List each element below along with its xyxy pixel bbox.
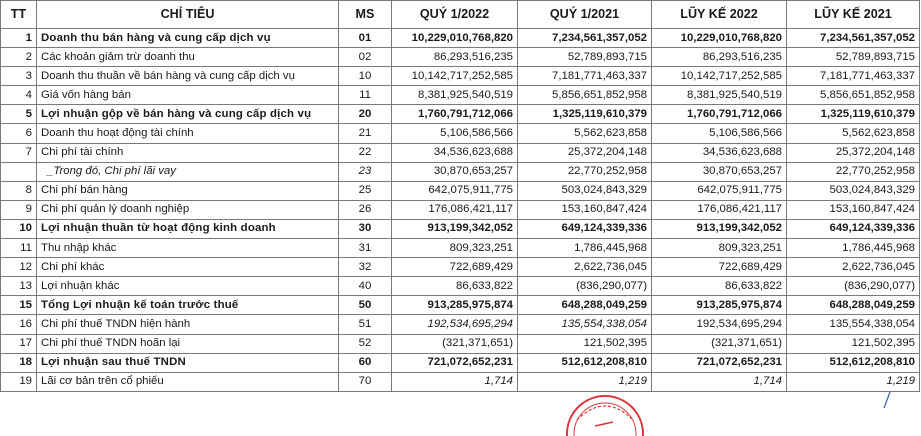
row-name: Thu nhập khác <box>37 239 339 258</box>
row-tt: 18 <box>1 353 37 372</box>
row-name: Chi phí bán hàng <box>37 181 339 200</box>
row-q1-2022: 1,714 <box>392 372 518 391</box>
row-lk-2022: 809,323,251 <box>652 239 787 258</box>
row-lk-2022: 642,075,911,775 <box>652 181 787 200</box>
row-q1-2021: 5,562,623,858 <box>518 124 652 143</box>
table-row <box>1 239 920 258</box>
row-name: Doanh thu thuần về bán hàng và cung cấp dịch vụ <box>37 67 339 86</box>
row-q1-2021: 512,612,208,810 <box>518 353 652 372</box>
row-q1-2021: 5,856,651,852,958 <box>518 86 652 105</box>
table-row <box>1 372 920 391</box>
row-tt: 16 <box>1 315 37 334</box>
table-row <box>1 296 920 315</box>
row-lk-2021: 52,789,893,715 <box>787 48 920 67</box>
row-tt: 6 <box>1 124 37 143</box>
row-q1-2022: 10,142,717,252,585 <box>392 67 518 86</box>
header-tt: TT <box>1 1 37 29</box>
table-row <box>1 353 920 372</box>
table-row <box>1 258 920 277</box>
row-ms: 21 <box>339 124 392 143</box>
row-ms: 02 <box>339 48 392 67</box>
row-ms: 10 <box>339 67 392 86</box>
row-q1-2022: (321,371,651) <box>392 334 518 353</box>
row-name: Các khoản giảm trừ doanh thu <box>37 48 339 67</box>
row-name: Chi phí khác <box>37 258 339 277</box>
row-name: Tổng Lợi nhuận kế toán trước thuế <box>37 296 339 315</box>
row-q1-2022: 86,293,516,235 <box>392 48 518 67</box>
row-lk-2022: 86,293,516,235 <box>652 48 787 67</box>
table-row <box>1 29 920 48</box>
row-lk-2021: 2,622,736,045 <box>787 258 920 277</box>
row-q1-2022: 192,534,695,294 <box>392 315 518 334</box>
row-tt: 13 <box>1 277 37 296</box>
row-lk-2021: 648,288,049,259 <box>787 296 920 315</box>
row-lk-2022: 10,142,717,252,585 <box>652 67 787 86</box>
row-name: Lợi nhuận thuần từ hoạt động kinh doanh <box>37 219 339 238</box>
table-row <box>1 124 920 143</box>
row-lk-2022: 192,534,695,294 <box>652 315 787 334</box>
row-q1-2021: 648,288,049,259 <box>518 296 652 315</box>
row-tt: 9 <box>1 200 37 219</box>
row-ms: 01 <box>339 29 392 48</box>
row-q1-2021: 121,502,395 <box>518 334 652 353</box>
row-tt: 17 <box>1 334 37 353</box>
row-tt: 3 <box>1 67 37 86</box>
row-ms: 32 <box>339 258 392 277</box>
row-q1-2021: 22,770,252,958 <box>518 162 652 181</box>
row-q1-2022: 809,323,251 <box>392 239 518 258</box>
row-q1-2021: 1,219 <box>518 372 652 391</box>
row-lk-2021: 121,502,395 <box>787 334 920 353</box>
row-lk-2021: 7,181,771,463,337 <box>787 67 920 86</box>
header-lk-2021: LŨY KẾ 2021 <box>787 1 920 29</box>
header-lk-2022: LŨY KẾ 2022 <box>652 1 787 29</box>
row-q1-2022: 5,106,586,566 <box>392 124 518 143</box>
row-ms: 20 <box>339 105 392 124</box>
header-row <box>1 1 920 29</box>
row-name: Chi phí thuế TNDN hoãn lại <box>37 334 339 353</box>
row-lk-2021: 135,554,338,054 <box>787 315 920 334</box>
table-row <box>1 334 920 353</box>
row-lk-2021: 1,325,119,610,379 <box>787 105 920 124</box>
row-lk-2022: 34,536,623,688 <box>652 143 787 162</box>
row-q1-2021: (836,290,077) <box>518 277 652 296</box>
row-lk-2021: 512,612,208,810 <box>787 353 920 372</box>
row-name: Lợi nhuận gộp về bán hàng và cung cấp dịch vụ <box>37 105 339 124</box>
row-ms: 30 <box>339 219 392 238</box>
row-q1-2021: 2,622,736,045 <box>518 258 652 277</box>
row-ms: 11 <box>339 86 392 105</box>
row-q1-2022: 30,870,653,257 <box>392 162 518 181</box>
row-tt: 4 <box>1 86 37 105</box>
row-q1-2022: 8,381,925,540,519 <box>392 86 518 105</box>
row-ms: 26 <box>339 200 392 219</box>
row-lk-2022: 176,086,421,117 <box>652 200 787 219</box>
row-lk-2022: 1,714 <box>652 372 787 391</box>
row-q1-2021: 1,325,119,610,379 <box>518 105 652 124</box>
table-row <box>1 143 920 162</box>
row-tt: 7 <box>1 143 37 162</box>
header-chi-tieu: CHỈ TIÊU <box>37 1 339 29</box>
row-q1-2022: 10,229,010,768,820 <box>392 29 518 48</box>
row-q1-2021: 503,024,843,329 <box>518 181 652 200</box>
row-lk-2021: 1,786,445,968 <box>787 239 920 258</box>
row-q1-2022: 721,072,652,231 <box>392 353 518 372</box>
row-name: Doanh thu bán hàng và cung cấp dịch vụ <box>37 29 339 48</box>
row-tt: 15 <box>1 296 37 315</box>
row-lk-2021: 1,219 <box>787 372 920 391</box>
row-ms: 60 <box>339 353 392 372</box>
table-row <box>1 105 920 124</box>
table-row <box>1 315 920 334</box>
row-ms: 31 <box>339 239 392 258</box>
row-tt: 10 <box>1 219 37 238</box>
row-lk-2022: 1,760,791,712,066 <box>652 105 787 124</box>
row-tt: 8 <box>1 181 37 200</box>
row-name: Chi phí thuế TNDN hiện hành <box>37 315 339 334</box>
row-q1-2022: 176,086,421,117 <box>392 200 518 219</box>
row-q1-2022: 34,536,623,688 <box>392 143 518 162</box>
row-lk-2022: 30,870,653,257 <box>652 162 787 181</box>
row-q1-2021: 135,554,338,054 <box>518 315 652 334</box>
row-ms: 70 <box>339 372 392 391</box>
header-q1-2021: QUÝ 1/2021 <box>518 1 652 29</box>
row-lk-2021: (836,290,077) <box>787 277 920 296</box>
row-lk-2021: 7,234,561,357,052 <box>787 29 920 48</box>
row-name: Chi phí tài chính <box>37 143 339 162</box>
row-lk-2022: 722,689,429 <box>652 258 787 277</box>
row-q1-2021: 649,124,339,336 <box>518 219 652 238</box>
row-name: _Trong đó, Chi phí lãi vay <box>37 162 339 181</box>
header-q1-2022: QUÝ 1/2022 <box>392 1 518 29</box>
row-ms: 40 <box>339 277 392 296</box>
row-q1-2021: 7,234,561,357,052 <box>518 29 652 48</box>
row-lk-2022: 913,199,342,052 <box>652 219 787 238</box>
row-tt: 12 <box>1 258 37 277</box>
row-lk-2021: 503,024,843,329 <box>787 181 920 200</box>
row-ms: 50 <box>339 296 392 315</box>
row-lk-2022: 913,285,975,874 <box>652 296 787 315</box>
row-tt: 2 <box>1 48 37 67</box>
row-ms: 23 <box>339 162 392 181</box>
row-name: Doanh thu hoạt động tài chính <box>37 124 339 143</box>
row-lk-2021: 153,160,847,424 <box>787 200 920 219</box>
row-q1-2022: 722,689,429 <box>392 258 518 277</box>
row-q1-2022: 86,633,822 <box>392 277 518 296</box>
row-ms: 51 <box>339 315 392 334</box>
row-q1-2022: 913,285,975,874 <box>392 296 518 315</box>
table-row <box>1 219 920 238</box>
row-q1-2022: 913,199,342,052 <box>392 219 518 238</box>
row-ms: 25 <box>339 181 392 200</box>
row-lk-2022: 8,381,925,540,519 <box>652 86 787 105</box>
row-q1-2022: 642,075,911,775 <box>392 181 518 200</box>
row-tt: 11 <box>1 239 37 258</box>
header-ms: MS <box>339 1 392 29</box>
row-name: Chi phí quản lý doanh nghiệp <box>37 200 339 219</box>
table-row <box>1 200 920 219</box>
table-row <box>1 162 920 181</box>
row-q1-2022: 1,760,791,712,066 <box>392 105 518 124</box>
row-lk-2022: 5,106,586,566 <box>652 124 787 143</box>
row-ms: 52 <box>339 334 392 353</box>
row-lk-2021: 5,562,623,858 <box>787 124 920 143</box>
row-q1-2021: 52,789,893,715 <box>518 48 652 67</box>
row-q1-2021: 25,372,204,148 <box>518 143 652 162</box>
row-q1-2021: 7,181,771,463,337 <box>518 67 652 86</box>
row-lk-2022: 86,633,822 <box>652 277 787 296</box>
row-name: Lợi nhuận sau thuế TNDN <box>37 353 339 372</box>
row-name: Lợi nhuận khác <box>37 277 339 296</box>
row-tt: 19 <box>1 372 37 391</box>
table-row <box>1 181 920 200</box>
table-row <box>1 67 920 86</box>
table-row <box>1 277 920 296</box>
row-name: Giá vốn hàng bán <box>37 86 339 105</box>
row-lk-2021: 25,372,204,148 <box>787 143 920 162</box>
row-tt: 5 <box>1 105 37 124</box>
row-lk-2022: 10,229,010,768,820 <box>652 29 787 48</box>
row-ms: 22 <box>339 143 392 162</box>
row-lk-2021: 649,124,339,336 <box>787 219 920 238</box>
row-lk-2021: 5,856,651,852,958 <box>787 86 920 105</box>
row-tt: 1 <box>1 29 37 48</box>
table-row <box>1 48 920 67</box>
table-row <box>1 86 920 105</box>
row-q1-2021: 153,160,847,424 <box>518 200 652 219</box>
row-lk-2021: 22,770,252,958 <box>787 162 920 181</box>
row-lk-2022: (321,371,651) <box>652 334 787 353</box>
row-name: Lãi cơ bản trên cổ phiếu <box>37 372 339 391</box>
row-tt <box>1 162 37 181</box>
row-lk-2022: 721,072,652,231 <box>652 353 787 372</box>
row-q1-2021: 1,786,445,968 <box>518 239 652 258</box>
